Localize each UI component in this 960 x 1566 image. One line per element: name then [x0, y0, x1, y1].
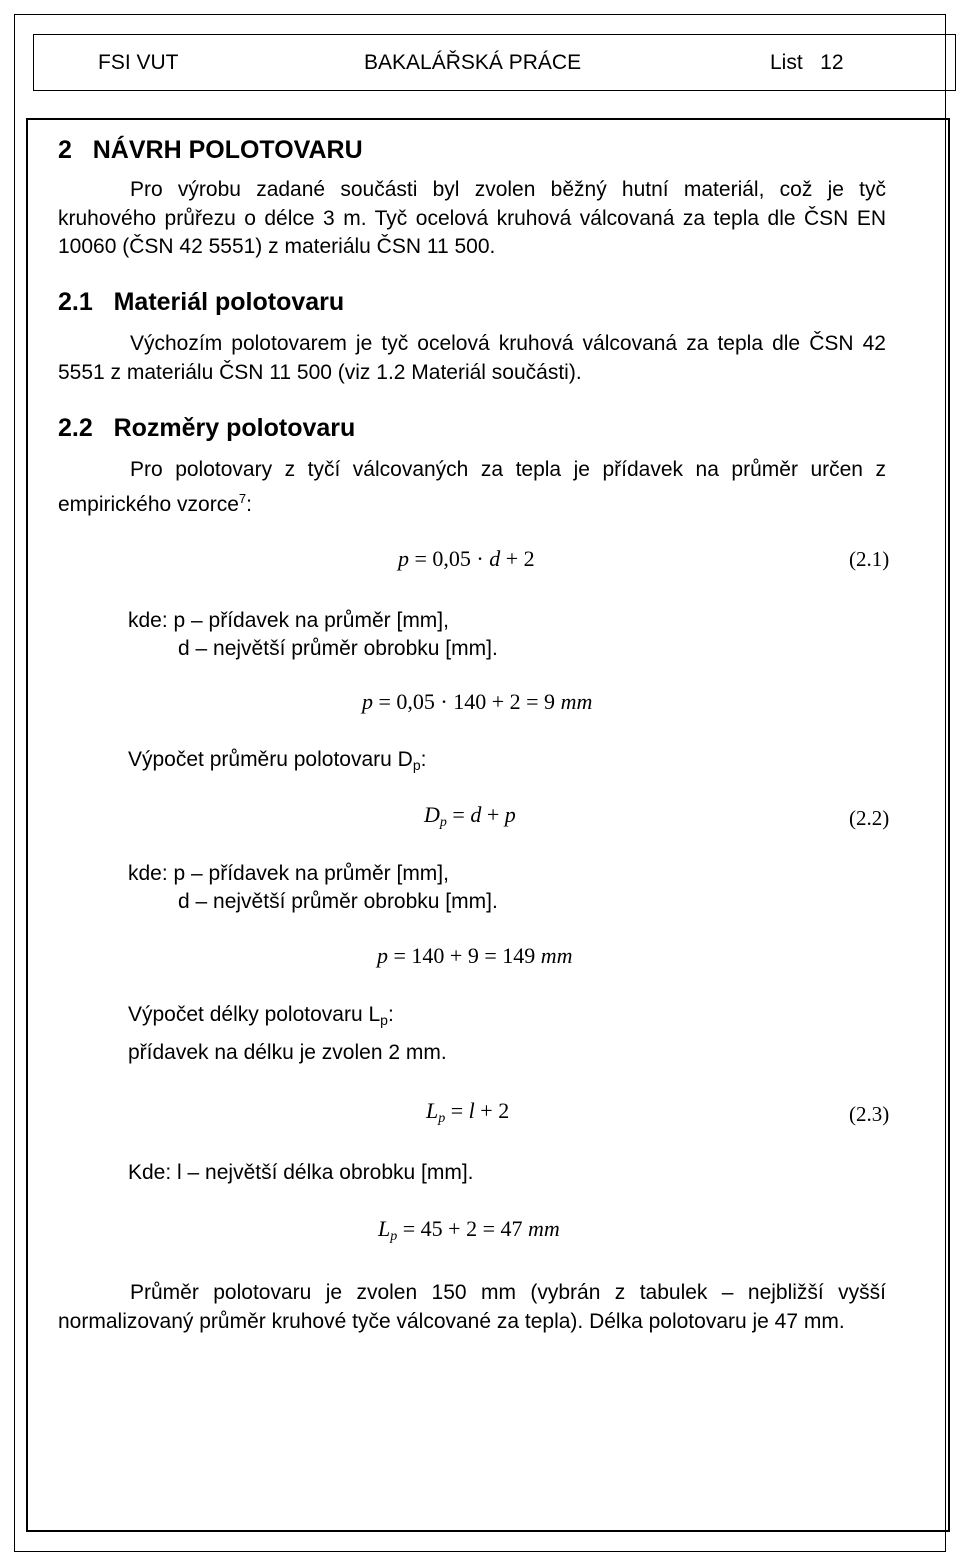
equation-2-2: $D_p = d + p$ — [424, 802, 516, 830]
section-heading-2: 2 NÁVRH POLOTOVARU — [58, 136, 363, 164]
calculation-allowance: p = 0,05 · 140 + 2 = 9 mm — [362, 689, 593, 714]
diameter-calculation-label: Výpočet průměru polotovaru $D_p$: — [128, 748, 427, 773]
equation-number-2-1: (2.1) — [849, 547, 890, 571]
legend-1-line-1: kde: p – přídavek na průměr [mm], — [128, 609, 449, 632]
section-2-2-paragraph: Pro polotovary z tyčí válcovaných za tepla je přídavek na průměr určen z empirického vzorce$^7$: — [58, 458, 886, 516]
equation-2-1: p = 0,05 · d + 2 — [398, 546, 535, 571]
legend-3-line: Kde: l – největší délka obrobku [mm]. — [128, 1161, 474, 1184]
calculation-diameter: p = 140 + 9 = 149 mm — [377, 943, 573, 968]
equation-number-2-2: (2.2) — [849, 806, 890, 830]
conclusion-paragraph: Průměr polotovaru je zvolen 150 mm (vybrán z tabulek – nejbližší vyšší normalizovaný průměr kruhové tyče válcované za tepla). Délka polotovaru je 47 mm. — [58, 1281, 886, 1333]
header-faculty: FSI VUT — [98, 51, 179, 74]
section-heading-2-2: 2.2 Rozměry polotovaru — [58, 414, 356, 442]
legend-1-line-2: d – největší průměr obrobku [mm]. — [178, 637, 498, 660]
legend-2-line-1: kde: p – přídavek na průměr [mm], — [128, 862, 449, 885]
length-allowance-text: přídavek na délku je zvolen 2 mm. — [128, 1041, 447, 1064]
reference-7: 7 — [238, 490, 247, 506]
header-document-type: BAKALÁŘSKÁ PRÁCE — [364, 51, 582, 74]
section-2-1-paragraph: Výchozím polotovarem je tyč ocelová kruhová válcovaná za tepla dle ČSN 42 5551 z materiálu ČSN 11 500 (viz 1.2 Materiál součásti). — [58, 332, 886, 384]
section-2-paragraph: Pro výrobu zadané součásti byl zvolen běžný hutní materiál, což je tyč kruhového průřezu o délce 3 m. Tyč ocelová kruhová válcovaná za tepla dle ČSN EN 10060 (ČSN 42 5551) z materiálu ČSN 11 500. — [58, 178, 886, 258]
page-header — [33, 34, 956, 91]
section-heading-2-1: 2.1 Materiál polotovaru — [58, 288, 345, 316]
header-page-number: List 12 — [770, 51, 844, 74]
equation-number-2-3: (2.3) — [849, 1102, 890, 1126]
calculation-length: $L_p = 45 + 2 = 47$ mm — [378, 1216, 560, 1244]
equation-2-3: $L_p = l + 2$ — [426, 1098, 510, 1126]
legend-2-line-2: d – největší průměr obrobku [mm]. — [178, 890, 498, 913]
length-calculation-label: Výpočet délky polotovaru $L_p$: — [128, 1003, 394, 1028]
